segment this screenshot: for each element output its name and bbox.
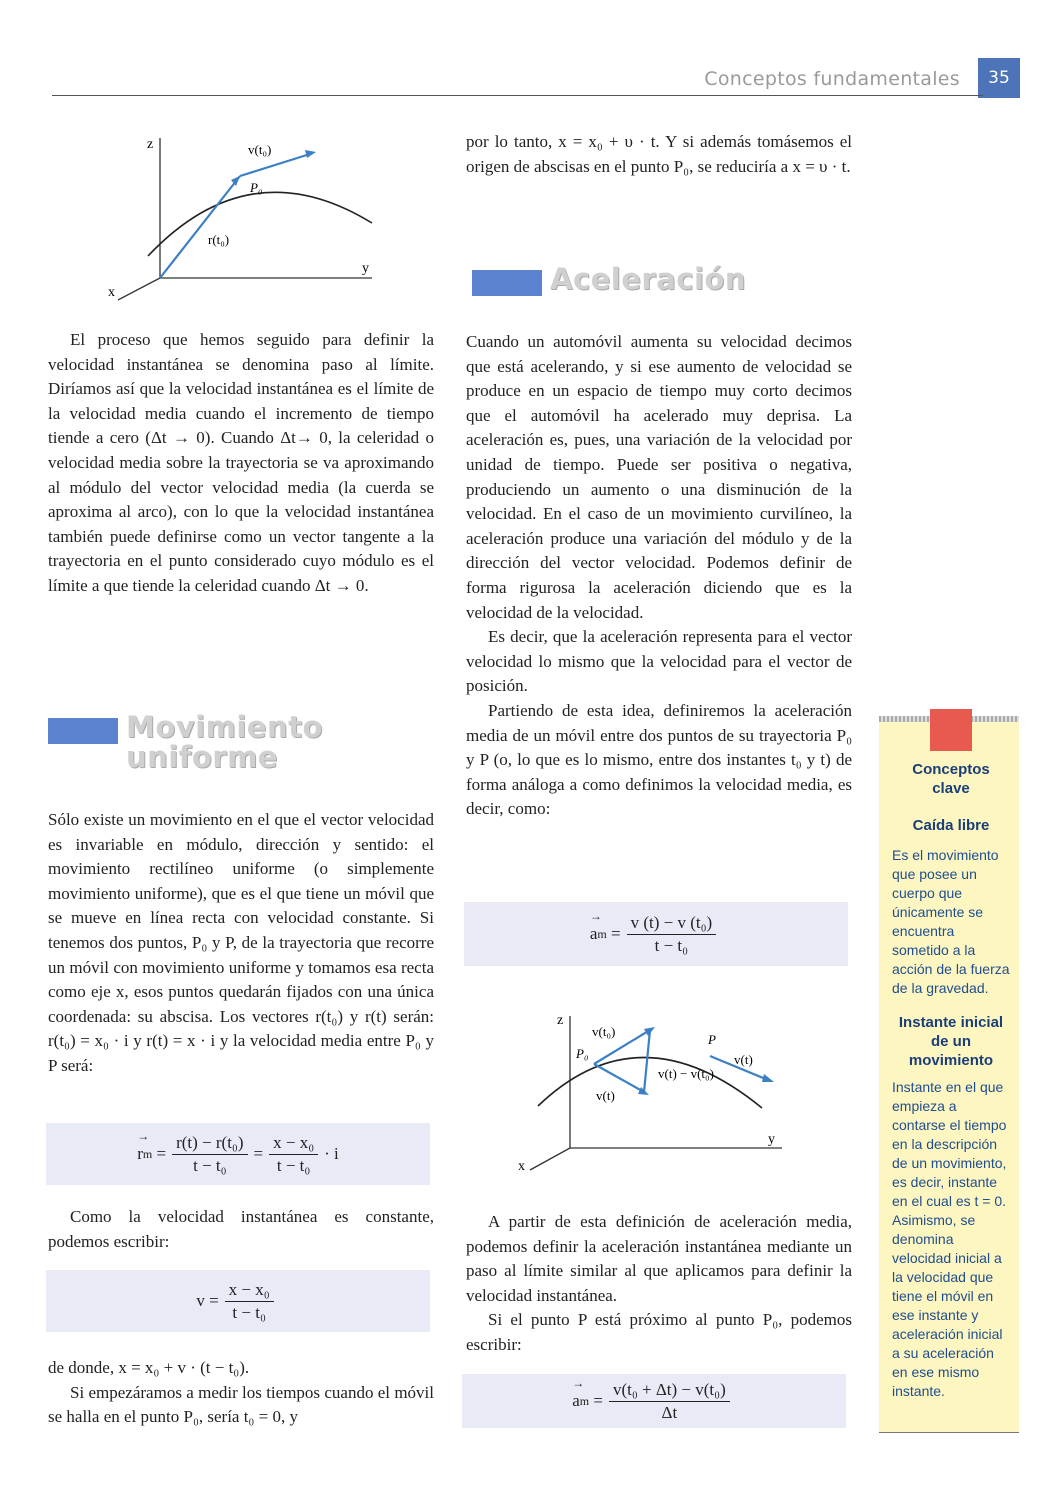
fig1-z-label: z <box>147 137 154 152</box>
heading-bar <box>48 718 118 744</box>
right-paragraph-6: Si el punto P está próximo al punto P₀, podemos escribir: <box>466 1310 852 1354</box>
fig2-vt0-label: v(t₀) <box>592 1024 616 1039</box>
fig1-x-label: x <box>108 285 115 300</box>
heading-movimiento-uniforme <box>48 712 326 772</box>
equation-aceleracion-limite: → a m = $\frac{\text{v(t₀ + Δt) − v(t₀)}}{\Delta t}$ <box>462 1374 846 1428</box>
figure-velocity-vector <box>100 128 390 308</box>
left-paragraph-1: El proceso que hemos seguido para definir la velocidad instantánea se denomina paso al límite. Diríamos así que la velocidad instantánea es el límite de la velocidad media cuando el incremento de tiempo tiende a cero (Δt → 0). Cuando Δt→ 0, la celeridad o velocidad media sobre la trayectoria se va aproximando al módulo del vector velocidad media (la cuerda se aproxima al arco), con lo que la velocidad instantánea también puede definirse como un vector tangente a la trayectoria en el punto considerado cuyo módulo es el límite a que tiende la celeridad cuando Δt → 0. <box>48 330 434 595</box>
eq1-lhs: → r <box>137 1144 143 1164</box>
left-paragraph-2: Sólo existe un movimiento en el que el vector velocidad es invariable en módulo, dirección y sentido: el movimiento rectilíneo uniforme (o simplemente movimiento uniforme), que es el que tiene un móvil que se mueve en línea recta con velocidad constante. Si tenemos dos puntos, P₀ y P, de la trayectoria que recorre un móvil con movimiento uniforme y tomamos esa recta como eje x, esos puntos quedarán fijados con una única coordenada: su abscisa. Los vectores r(t₀) y r(t) serán: r(t₀) = x₀ · i y r(t) = x · i y la velocidad media entre P₀ y P será: <box>48 810 434 1075</box>
fig2-diff-label: v(t) − v(t₀) <box>658 1066 714 1081</box>
eq3-lhs: → a <box>590 924 598 944</box>
equation-velocidad-media: → r m = $\frac{\text{r(t) − r(t₀)}}{\text{t − t₀}}$ = $\frac{\text{x − x₀}}{\text{t − t₀}}$ · i <box>46 1123 430 1185</box>
fig1-p0-label: P₀ <box>250 180 263 195</box>
sidebar-term-1: Caída libre <box>912 817 990 834</box>
eq2-num: x − x₀ <box>225 1280 274 1302</box>
fig1-v-label: v(t₀) <box>248 142 272 157</box>
eq1-fraction-2 <box>269 1133 318 1176</box>
eq1-den-1: t − t₀ <box>193 1155 227 1175</box>
fig2-vt-low-label: v(t) <box>596 1088 615 1103</box>
fig2-z-label: z <box>557 1013 564 1028</box>
header-rule <box>52 95 983 96</box>
eq3-fraction <box>627 913 717 956</box>
sidebar-def-1: Es el movimiento que posee un cuerpo que únicamente se encuentra sometido a la acción de la fuerza de la gravedad. <box>892 847 1010 996</box>
eq2-den: t − t₀ <box>232 1302 266 1322</box>
left-paragraph-5: Si empezáramos a medir los tiempos cuando el móvil se halla en el punto P₀, sería t₀ = 0, y <box>48 1382 434 1427</box>
heading-title: Aceleración <box>550 262 746 296</box>
eq4-num: v(t₀ + Δt) − v(t₀) <box>609 1380 730 1402</box>
fig1-r-label: r(t₀) <box>208 232 230 247</box>
eq3-lhs-sub: m <box>597 926 607 941</box>
sidebar-marker <box>930 709 972 751</box>
right-paragraph-1: por lo tanto, x = x₀ + υ · t. Y si además tomásemos el origen de abscisas en el punto P₀, se reduciría a x = υ · t. <box>466 132 852 176</box>
sidebar-def-2: Instante en el que empieza a contarse el tiempo en la descripción de un movimiento, es decir, instante en el cual es t = 0. Asimismo, se denomina velocidad inicial a la velocidad que tiene el móvil en ese instante y aceleración inicial a su aceleración en ese mismo instante. <box>892 1079 1007 1399</box>
sidebar-term-2: Instante inicial de un movimiento <box>898 1014 1004 1069</box>
fig1-y-label: y <box>362 261 369 276</box>
right-paragraph-4: Partiendo de esta idea, definiremos la aceleración media de un móvil entre dos puntos de su trayectoria P₀ y P (o, lo que es lo mismo, entre dos instantes t₀ y t) de forma análoga a como definimos la velocidad media, es decir, como: <box>466 700 852 819</box>
right-paragraph-3: Es decir, que la aceleración representa para el vector velocidad lo mismo que la velocidad para el vector de posición. <box>466 627 852 696</box>
fig2-vt-label: v(t) <box>734 1052 753 1067</box>
eq1-lhs-sub: m <box>142 1146 153 1161</box>
running-header: Conceptos fundamentales <box>704 68 960 90</box>
eq1-fraction-1 <box>172 1133 247 1176</box>
eq2-lhs: v = <box>196 1291 219 1310</box>
eq3-num: v (t) − v (t₀) <box>627 913 717 935</box>
fig2-x-label: x <box>518 1159 525 1174</box>
heading-title: Movimiento uniforme <box>126 710 323 774</box>
page-number: 35 <box>978 58 1020 98</box>
eq1-num-2: x − x₀ <box>269 1133 318 1155</box>
sidebar-rule <box>879 1432 1019 1433</box>
eq1-tail: · i <box>324 1144 339 1163</box>
left-paragraph-4: de donde, x = x₀ + v · (t − t₀). Si empezáramos a medir los tiempos cuando el móvil se halla en el punto P₀, sería t₀ = 0, y <box>48 1356 434 1430</box>
heading-bar <box>472 270 542 296</box>
eq4-lhs: → a <box>572 1391 580 1411</box>
eq4-den: Δt <box>661 1402 678 1422</box>
eq1-den-2: t − t₀ <box>276 1155 311 1175</box>
eq1-num-1: r(t) − r(t₀) <box>172 1133 247 1155</box>
equation-velocidad <box>46 1270 430 1332</box>
left-paragraph-3: Como la velocidad instantánea es constante, podemos escribir: <box>48 1207 434 1251</box>
fig2-p0-label: P₀ <box>576 1046 589 1061</box>
eq4-fraction <box>609 1380 730 1423</box>
equation-aceleracion-media: → a m = $\frac{\text{v (t) − v (t₀)}}{\text{t − t₀}}$ <box>464 902 848 966</box>
eq3-den: t − t₀ <box>654 935 689 955</box>
right-paragraph-5: A partir de esta definición de aceleración media, podemos definir la aceleración instantánea mediante un paso al límite similar al que aplicamos para definir la velocidad instantánea. Si el punto P está próximo al punto P₀, podemos escribir: <box>466 1210 852 1358</box>
fig2-y-label: y <box>768 1132 775 1147</box>
figure-acceleration-vectors <box>510 1008 800 1178</box>
heading-aceleracion <box>472 264 746 296</box>
eq4-lhs-sub: m <box>579 1393 590 1408</box>
sidebar-title: Conceptos clave <box>912 761 990 797</box>
fig2-p-label: P <box>708 1032 716 1047</box>
eq2-fraction <box>225 1280 274 1323</box>
right-paragraph-2: Cuando un automóvil aumenta su velocidad decimos que está acelerando, y si ese aumento de velocidad se produce en un espacio de tiempo muy corto decimos que el automóvil ha acelerado muy deprisa. La aceleración es, pues, una variación de la velocidad por unidad de tiempo. Puede ser positiva o negativa, produciendo un aumento o una disminución de la velocidad. En el caso de un movimiento curvilíneo, la aceleración produce una variación del módulo y de la dirección del vector velocidad. Podemos definir de forma rigurosa la aceleración diciendo que es la velocidad de la velocidad. Es decir, que la aceleración representa para el vector velocidad lo mismo que la velocidad para el vector de posición. Partiendo de esta idea, definiremos la aceleración media de un móvil entre dos puntos de su trayectoria P₀ y P (o, lo que es lo mismo, entre dos instantes t₀ y t) de forma análoga a como definimos la velocidad media, es decir, como: <box>466 330 852 822</box>
